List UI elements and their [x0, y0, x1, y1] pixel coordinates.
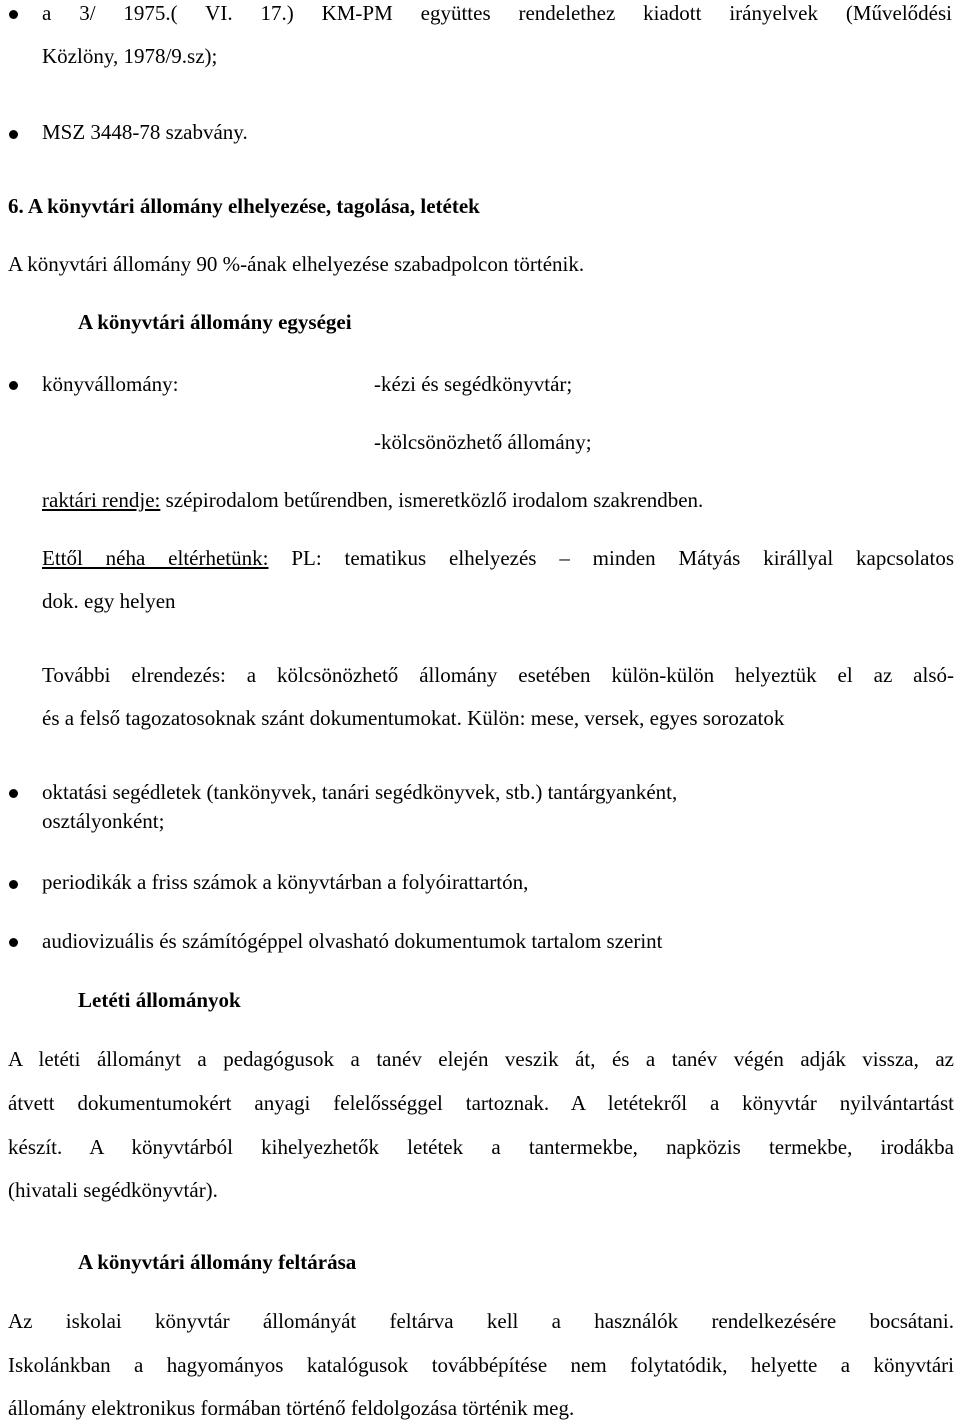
deviation-line-2: dok. egy helyen: [42, 589, 176, 613]
explore-heading: A könyvtári állomány feltárása: [78, 1250, 357, 1274]
bullet-icon: [9, 789, 18, 798]
bullet-icon: [9, 10, 18, 19]
explore-paragraph-line: állomány elektronikus formában történő feldolgozása történik meg.: [8, 1396, 575, 1420]
explore-paragraph-line: Iskolánkban a hagyományos katalógusok továbbépítése nem folytatódik, helyette a könyvtári: [8, 1353, 954, 1377]
list-item-line: periodikák a friss számok a könyvtárban a folyóirattartón,: [42, 870, 529, 894]
subheading: A könyvtári állomány egységei: [78, 310, 352, 334]
units-item: -kölcsönözhető állomány;: [374, 430, 592, 454]
list-item-line: osztályonként;: [42, 809, 165, 833]
deposit-paragraph-line: készít. A könyvtárból kihelyezhetők letétek a tantermekbe, napközis termekbe, irodákba: [8, 1135, 954, 1159]
deposit-paragraph-line: (hivatali segédkönyvtár).: [8, 1178, 218, 1202]
bullet-icon: [9, 938, 18, 947]
list-item-line: a 3/ 1975.( VI. 17.) KM-PM együttes rendelethez kiadott irányelvek (Művelődési: [42, 1, 952, 25]
bullet-icon: [9, 880, 18, 889]
list-item-line: Közlöny, 1978/9.sz);: [42, 44, 218, 68]
units-label: könyvállomány:: [42, 372, 179, 396]
bullet-icon: [9, 381, 18, 390]
list-item-line: oktatási segédletek (tankönyvek, tanári segédkönyvek, stb.) tantárgyanként,: [42, 780, 678, 804]
deposit-paragraph-line: A letéti állományt a pedagógusok a tanév elején veszik át, és a tanév végén adják vissza, az: [8, 1047, 954, 1071]
paragraph: A könyvtári állomány 90 %-ának elhelyezése szabadpolcon történik.: [8, 252, 585, 276]
order-label: raktári rendje:: [42, 488, 161, 512]
deviation-line: [42, 548, 954, 569]
list-item-line: MSZ 3448-78 szabvány.: [42, 120, 248, 144]
order-text: szépirodalom betűrendben, ismeretközlő irodalom szakrendben.: [160, 488, 704, 512]
further-line: További elrendezés: a kölcsönözhető állomány esetében külön-külön helyeztük el az alsó-: [42, 663, 954, 687]
deposit-paragraph-line: átvett dokumentumokért anyagi felelősséggel tartoznak. A letétekről a könyvtár nyilvántartást: [8, 1091, 954, 1115]
deviation-text: PL: tematikus elhelyezés – minden Mátyás királlyal kapcsolatos: [268, 546, 954, 570]
deviation-label: Ettől néha eltérhetünk:: [42, 546, 269, 570]
further-line: és a felső tagozatosoknak szánt dokumentumokat. Külön: mese, versek, egyes sorozatok: [42, 706, 785, 730]
explore-paragraph-line: Az iskolai könyvtár állományát feltárva kell a használók rendelkezésére bocsátani.: [8, 1309, 954, 1333]
units-item: -kézi és segédkönyvtár;: [374, 372, 573, 396]
bullet-icon: [9, 130, 18, 139]
section-heading: 6. A könyvtári állomány elhelyezése, tagolása, letétek: [8, 194, 480, 218]
list-item-line: audiovizuális és számítógéppel olvasható dokumentumok tartalom szerint: [42, 929, 663, 953]
deposit-heading: Letéti állományok: [78, 988, 241, 1012]
order-line: [42, 490, 703, 511]
